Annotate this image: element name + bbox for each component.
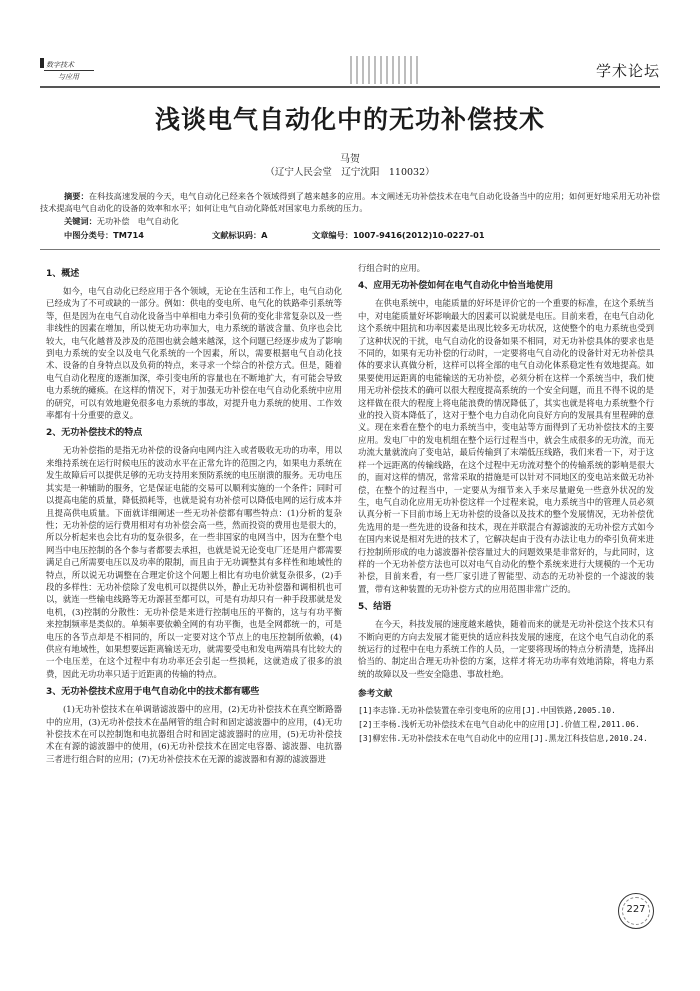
logo-line-1: 数字技术	[46, 61, 74, 69]
section-5-paragraph: 在今天，科技发展的速度越来越快，随着而来的就是无功补偿这个技术只有不断向更的方向去发展才能更快的适应科技发展的速度，在这个电气自动化的系统运行的过程中在电力系统工作的人员，一定要将现场的特点分析清楚，选择出恰当的、制定出合理无功补偿的方案，这样才将无功功率有效地消除，将电力系统的故障以及一些安全隐患、事故杜绝。	[358, 619, 654, 679]
logo-mark	[40, 58, 44, 68]
section-4-heading: 4、应用无功补偿如何在电气自动化中恰当地使用	[358, 281, 554, 292]
section-3-heading: 3、无功补偿技术应用于电气自动化中的技术都有哪些	[46, 687, 260, 698]
header-decoration	[100, 56, 560, 84]
left-column	[46, 262, 342, 765]
article-meta	[64, 230, 624, 241]
section-title: 学术论坛	[595, 62, 660, 80]
journal-logo	[40, 58, 96, 86]
abstract-text: 在科技高速发展的今天，电气自动化已经来各个领域得到了越来越多的应用。本文阐述无功补偿技术在电气自动化设备当中的应用；如何更好地采用无功补偿技术提高电气自动化的设备的效率和水平；如何让电气自动化降低对国家电力系统的压力。	[40, 191, 660, 213]
meta-divider	[40, 249, 660, 250]
keywords	[64, 216, 179, 227]
document-code: 文献标识码：A	[212, 230, 268, 240]
reference-item: [3]柳宏伟.无功补偿技术在电气自动化中的应用[J].黑龙江科技信息,2010.24.	[358, 733, 648, 743]
page-number: 227	[626, 904, 646, 915]
section-4-paragraph: 在供电系统中，电能质量的好坏是评价它的一个重要的标准，在这个系统当中，对电能质量好坏影响最大的因素可以说就是电压。目前来看，在电气自动化这个系统中阻抗和功率因素是出现比较多无功状况，这使整个的电力系统也受到了这种状况的干扰，电气自动化的设备如果不相同，对无功补偿具体的要求也是不同的，如果有无功补偿的行动时，一定要将电气自动化的设备针对无功补偿具体的要求认真做分析，这样可以将全部的电气自动化体系稳定性有效地提高。如果要使用远距离的电能输送的无功补偿，必须分析在这样一个系统当中，我们使用无功补偿技术的确可以很大程度提高系统的一个安全问题，而且不得不说的是这样做在很大的程度上将电能浪费的情况降低了，其实也就是将电力系统整个行业的投入资本降低了，这对于整个电力自动化向良好方向的发展具有里程碑的意义。现在来看在整个的电力系统当中，变电站等方面得到了无功补偿技术的主要应用。发电厂中的发电机组在整个运行过程当中，就会生成很多的无功流，而无功流大量就流向了变电站，最后传输到了末端低压线路，我们来看一下，对于这样一个远距离的传输线路，在这个过程中无功流对整个的传输系统的影响是很大的，面对这样的情况，常常采取的措施是可以针对不同地区的变电站来做无功补偿，在整个的过程当中，一定要从为细节来入手来尽量避免一些意外状况的发生，电气自动化应用无功补偿这样一个过程来说，电力系统当中的管理人员必须认真分析一下目前市场上无功补偿的设备以及技术的整个发展情况，无功补偿优先选用的是一些先进的设备和技术，现在并联混合有源滤波的无功补偿方式如今在国内来说是相对先进的技术了，它解决起由于没有办法让电力的牵引负荷来进行控制所形成的电力滤波器补偿容量过大的问题效果是非常好的，与此同时，这样的一个无功补偿方法也可以对电气自动化的整个系统来进行大规模的一个无功补偿，目前来看，有一些厂家引进了智能型、动态的无功补偿的一个滤波的装置，带有这种装置的无功补偿方式的应用范围非常广泛的。	[358, 298, 654, 594]
section-1-paragraph: 如今，电气自动化已经应用于各个领域，无论在生活和工作上，电气自动化已经成为了不可或缺的一部分。例如：供电的变电所、电气化的铁路牵引系统等等，但是因为在电气自动化设备当中单相电力牵引负荷的变化非常复杂以及一些非线性的因素在增加，所以使无功功率加大，电力系统的谐波含量、负序也会比较大，电气化越普及涉及的范围也就会越来越深，这个问题已经逐步成为了影响到电力系统的安全以及电气化系统的一个因素，所以，需要根据电气自动化技术、设备的自身特点以及负荷的特点，来寻求一个综合的补偿方式。但是，随着电气自动化程度的逐渐加深，牵引变电所的容量也在不断地扩大，有可能会导致电力系统的瘫痪。在这样的情况下，对于加强无功补偿在电气自动化系统中应用的研究，可以有效地避免很多电力系统的事故，对提升电力系统的使用、工作效率都有十分重要的意义。	[46, 286, 342, 421]
references-heading: 参考文献	[358, 689, 393, 700]
section-3-paragraph: (1)无功补偿技术在单调谐滤波器中的应用，(2)无功补偿技术在真空断路器中的应用，(3)无功补偿技术在晶闸管的组合时和固定滤波器中的应用，(4)无功补偿技术在可以控制饱和电抗器组合时和固定滤波器时的应用，(5)无功补偿技术在有源的滤波器中的使用，(6)无功补偿技术在固定电容器、滤波器、电抗器三者进行组合时的应用；(7)无功补偿技术在无源的滤波器和有源的滤波器进	[46, 704, 342, 764]
header-rule	[40, 86, 660, 88]
reference-item: [2]王李杨.浅析无功补偿技术在电气自动化中的应用[J].价值工程,2011.06.	[358, 719, 640, 729]
abstract-label: 摘要：	[64, 191, 89, 201]
section-1-heading: 1、概述	[46, 269, 80, 279]
logo-divider	[44, 70, 94, 71]
article-title: 浅谈电气自动化中的无功补偿技术	[154, 105, 545, 134]
right-column	[358, 262, 654, 747]
page-number-badge	[618, 893, 654, 929]
keywords-label: 关键词：	[64, 216, 97, 226]
logo-line-2: 与应用	[58, 73, 79, 81]
section-5-heading: 5、结语	[358, 602, 392, 613]
section-2-paragraph: 无功补偿指的是指无功补偿的设备向电网内注入或者吸收无功的功率，用以来维持系统在运行时候电压的波动水平在正常允许的范围之内，如果电力系统在发生故障后可以提供足够的无功支持用来预防系统的电压崩溃的服务。无功电压其实是一种辅助的服务，它是保证电能的交易可以顺利实施的一个条件；同时可以提高电能的质量，降低损耗等，也就是说有功补偿可以降低电网的运行成本并且提高供电质量。下面就详细阐述一些无功补偿都有哪些特点：(1)分析的复杂性；无功补偿的运行费用相对有功补偿会高一些，然而投资的费用也是很大的，所以分析起来也会比有功的复杂很多，在一些非国家的电网当中，因为在整个电网当中电压控制的各个参与者都要去承担，也就是说无论变电厂还是用户都需要满足自己所需要电压以及功率的限制，而且由于无功调整其有多样性和地域性的特点，所以说无功调整在合理定价这个问题上相比有功电价就复杂很多，(2)手段的多样性：无功补偿除了发电机可以提供以外，静止无功补偿器和调相机也可以，就连一些输电线路等无功源甚至都可以，可是有功却只有一种手段那就是发电机，(3)控制的分散性：无功补偿是来进行控制电压的平衡的，这与有功平衡来控制频率是类似的。单频率要依赖全网的有功平衡，也是全网都统一的，可是电压的各节点却是不相同的，所以一定要对这个节点上的电压控制所依赖，(4)供应有地域性，如果想要远距离输送无功，就需要受电和发电两端具有比较大的一个电压差，在这个过程中有功功率还会引起一些损耗，这就造成了很多的浪费，因此无功功率只适于近距离的传输的特点。	[46, 445, 342, 679]
article-number: 文章编号：1007-9416(2012)10-0227-01	[312, 230, 485, 240]
reference-item: [1]李志锋.无功补偿装置在牵引变电所的应用[J].中国铁路,2005.10.	[358, 705, 616, 715]
section-3-continuation: 行组合时的应用。	[358, 263, 425, 273]
section-2-heading: 2、无功补偿技术的特点	[46, 428, 143, 439]
affiliation: （辽宁人民会堂 辽宁沈阳 110032）	[265, 167, 435, 178]
author: 马贺	[340, 154, 360, 165]
abstract	[40, 190, 660, 214]
keywords-text: 无功补偿 电气自动化	[96, 216, 179, 226]
clc-number: 中图分类号：TM714	[64, 230, 144, 240]
